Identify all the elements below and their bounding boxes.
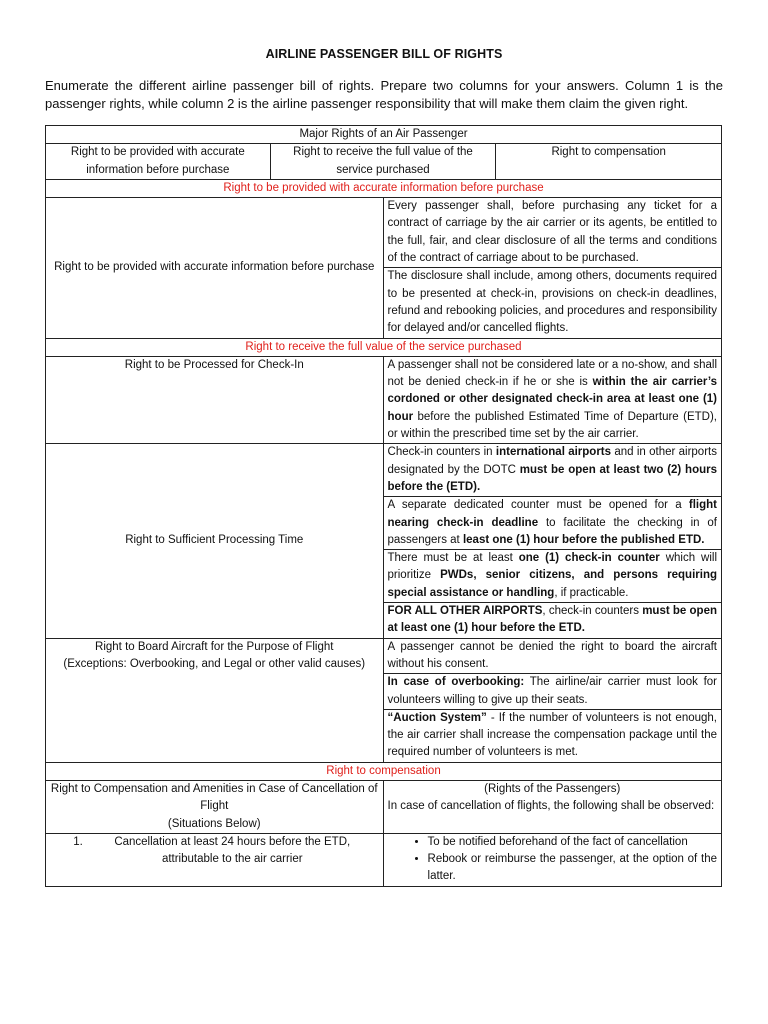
section-row: [46, 179, 722, 197]
situation-cell: [46, 833, 384, 886]
list-item: • Rebook or reimburse the passenger, at the option of the latter.: [428, 851, 717, 886]
section-row: [46, 338, 722, 356]
table-row: [46, 833, 722, 886]
list-item: 1. Cancellation at least 24 hours before the ETD, attributable to the air carrier: [86, 834, 379, 869]
section-title-information: Right to be provided with accurate information before purchase: [46, 179, 722, 197]
situation-list: [50, 834, 379, 869]
rights-table: [45, 125, 722, 887]
list-item: • To be notified beforehand of the fact of cancellation: [428, 834, 717, 851]
right-detail: A passenger cannot be denied the right to board the aircraft without his consent.: [383, 638, 721, 674]
right-detail: Every passenger shall, before purchasing any ticket for a contract of carriage by the air carrier or its agents, be entitled to the full, fair, and clear disclosure of all the terms and conditions of the contract of carriage about to be purchased.: [383, 198, 721, 268]
passenger-rights-cell: [383, 833, 721, 886]
right-detail: A separate dedicated counter must be opened for a flight nearing check-in deadline to facilitate the checking in of passengers at least one (1) hour before the published ETD.: [383, 497, 721, 550]
table-row: [46, 444, 722, 497]
passenger-rights-list: [388, 834, 717, 886]
section-title-compensation: Right to compensation: [46, 762, 722, 780]
right-name: Right to be Processed for Check-In: [46, 356, 384, 443]
right-name: Right to Compensation and Amenities in Case of Cancellation of Flight (Situations Below): [46, 780, 384, 833]
table-header-row: [46, 126, 722, 144]
right-detail: “Auction System” - If the number of volunteers is not enough, the air carrier shall increase the compensation package until the required number of volunteers is met.: [383, 709, 721, 762]
document-title: AIRLINE PASSENGER BILL OF RIGHTS: [265, 47, 503, 61]
right-detail: The disclosure shall include, among others, documents required to be presented at check-in, provisions on check-in deadlines, refund and rebooking policies, and procedures and responsibility for delayed and/or cancelled flights.: [383, 268, 721, 338]
table-row: [46, 356, 722, 443]
summary-col-full-value: Right to receive the full value of the service purchased: [270, 144, 496, 180]
right-detail: FOR ALL OTHER AIRPORTS, check-in counters must be open at least one (1) hour before the ETD.: [383, 603, 721, 639]
right-name: Right to Sufficient Processing Time: [46, 444, 384, 638]
right-detail: There must be at least one (1) check-in counter which will prioritize PWDs, senior citizens, and persons requiring special assistance or handling, if practicable.: [383, 550, 721, 603]
table-row: [46, 198, 722, 268]
section-title-full-value: Right to receive the full value of the service purchased: [46, 338, 722, 356]
summary-col-info: Right to be provided with accurate information before purchase: [46, 144, 271, 180]
right-detail: Check-in counters in international airports and in other airports designated by the DOTC must be open at least two (2) hours before the (ETD).: [383, 444, 721, 497]
right-name: Right to Board Aircraft for the Purpose of Flight (Exceptions: Overbooking, and Legal or other valid causes): [46, 638, 384, 762]
right-name: Right to be provided with accurate information before purchase: [46, 198, 384, 338]
section-row: [46, 762, 722, 780]
right-detail: In case of overbooking: The airline/air carrier must look for volunteers willing to give up their seats.: [383, 674, 721, 710]
table-row: [46, 638, 722, 674]
summary-col-compensation: Right to compensation: [496, 144, 722, 180]
instructions-paragraph: Enumerate the different airline passenger bill of rights. Prepare two columns for your answers. Column 1 is the passenger rights, while column 2 is the airline passenger responsibility that will make them claim the given right.: [45, 78, 723, 111]
table-header: Major Rights of an Air Passenger: [46, 126, 722, 144]
right-detail: (Rights of the Passengers) In case of cancellation of flights, the following shall be observed:: [383, 780, 721, 833]
table-row: [46, 780, 722, 833]
rights-summary-row: [46, 144, 722, 180]
right-detail: A passenger shall not be considered late or a no-show, and shall not be denied check-in if he or she is within the air carrier’s cordoned or other designated check-in area at least one (1) hour before the published Estimated Time of Departure (ETD), or within the prescribed time set by the air carrier.: [383, 356, 721, 443]
